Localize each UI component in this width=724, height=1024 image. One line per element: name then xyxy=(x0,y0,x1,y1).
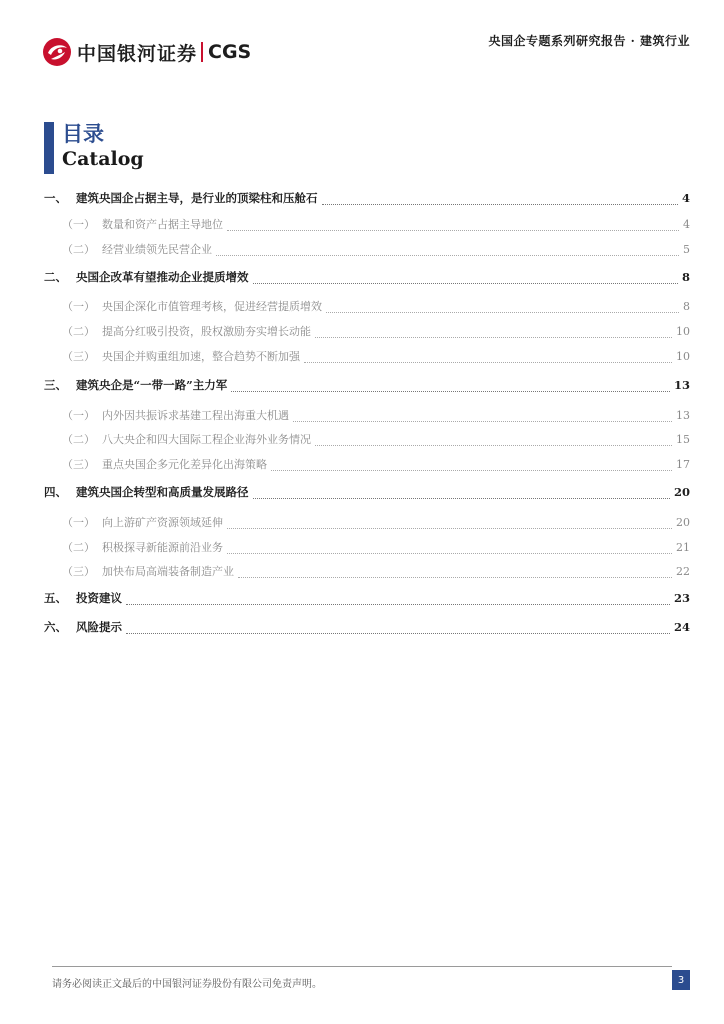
page-header xyxy=(0,0,724,80)
toc-dot-leader xyxy=(126,603,670,605)
toc-entry-number: （一） xyxy=(62,516,95,529)
toc-entry-number: （一） xyxy=(62,300,95,313)
toc-dot-leader xyxy=(326,311,679,313)
toc-entry-label: 八大央企和四大国际工程企业海外业务情况 xyxy=(102,433,311,446)
toc-dot-leader xyxy=(126,632,670,634)
toc-entry-page: 10 xyxy=(676,350,690,363)
toc-heading-en: Catalog xyxy=(62,148,144,170)
toc-entry-label: 经营业绩领先民营企业 xyxy=(102,243,212,256)
toc-entry-page: 20 xyxy=(673,485,690,499)
logo-divider xyxy=(201,42,203,62)
toc-entry[interactable] xyxy=(44,539,690,559)
toc-entry-label: 提高分红吸引投资，股权激励夯实增长动能 xyxy=(102,325,311,338)
toc-entry-number: 二、 xyxy=(44,270,67,284)
toc-dot-leader xyxy=(238,576,672,578)
toc-entry-label: 央国企深化市值管理考核，促进经营提质增效 xyxy=(102,300,322,313)
logo-text-cn: 中国银河证券 xyxy=(77,42,198,65)
toc-entry[interactable] xyxy=(44,514,690,534)
toc-dot-leader xyxy=(227,527,672,529)
toc-entry-page: 20 xyxy=(676,516,690,529)
toc-entry-label: 央国企并购重组加速，整合趋势不断加强 xyxy=(102,350,300,363)
toc-entry-label: 建筑央企是“一带一路”主力军 xyxy=(76,378,228,392)
toc-entry[interactable] xyxy=(44,590,690,610)
logo-text-en: CGS xyxy=(208,41,252,63)
toc-dot-leader xyxy=(322,203,678,205)
toc-entry-number: （二） xyxy=(62,541,95,554)
toc-entry-label: 积极探寻新能源前沿业务 xyxy=(102,541,223,554)
toc-dot-leader xyxy=(216,254,679,256)
toc-entry-label: 投资建议 xyxy=(76,591,122,605)
toc-entry-page: 22 xyxy=(676,565,690,578)
toc-entry-number: 五、 xyxy=(44,591,67,605)
toc-entry-page: 24 xyxy=(673,620,690,634)
footer-disclaimer: 请务必阅读正文最后的中国银河证券股份有限公司免责声明。 xyxy=(52,979,322,990)
toc-entry-number: （三） xyxy=(62,458,95,471)
toc-entry[interactable] xyxy=(44,216,690,236)
toc-entry[interactable] xyxy=(44,484,690,504)
report-title: 央国企专题系列研究报告 · 建筑行业 xyxy=(488,34,690,48)
toc-entry-label: 央国企改革有望推动企业提质增效 xyxy=(76,270,249,284)
toc-entry-label: 重点央国企多元化差异化出海策略 xyxy=(102,458,267,471)
toc-entry-page: 10 xyxy=(676,325,690,338)
toc-entry[interactable] xyxy=(44,323,690,343)
toc-entry[interactable] xyxy=(44,348,690,368)
toc-dot-leader xyxy=(304,361,672,363)
toc-entry[interactable] xyxy=(44,456,690,476)
toc-entry-number: 三、 xyxy=(44,378,67,392)
toc-dot-leader xyxy=(227,229,679,231)
toc-entry[interactable] xyxy=(44,298,690,318)
toc-dot-leader xyxy=(253,497,670,499)
toc-entry-label: 加快布局高端装备制造产业 xyxy=(102,565,234,578)
toc-entry[interactable] xyxy=(44,190,690,210)
toc-entry-page: 21 xyxy=(676,541,690,554)
toc-dot-leader xyxy=(253,282,678,284)
toc-entry-number: （一） xyxy=(62,409,95,422)
toc-entry-label: 建筑央国企占据主导，是行业的顶梁柱和压舱石 xyxy=(76,191,318,205)
toc-entry-page: 8 xyxy=(683,300,690,313)
toc-entry[interactable] xyxy=(44,563,690,583)
toc-entry[interactable] xyxy=(44,377,690,397)
toc-dot-leader xyxy=(315,444,672,446)
toc-dot-leader xyxy=(293,420,672,422)
toc-entry-page: 13 xyxy=(676,409,690,422)
toc-entry[interactable] xyxy=(44,269,690,289)
toc-entry-number: （三） xyxy=(62,350,95,363)
toc-entry-label: 内外因共振诉求基建工程出海重大机遇 xyxy=(102,409,289,422)
toc-entry-number: （二） xyxy=(62,325,95,338)
toc-entry-label: 建筑央国企转型和高质量发展路径 xyxy=(76,485,249,499)
toc-entry-page: 17 xyxy=(676,458,690,471)
toc-entry-page: 15 xyxy=(676,433,690,446)
toc-entry-page: 4 xyxy=(681,191,690,205)
toc-dot-leader xyxy=(271,469,672,471)
heading-accent-bar xyxy=(44,122,54,174)
toc-entry-label: 数量和资产占据主导地位 xyxy=(102,218,223,231)
toc-heading-cn: 目录 xyxy=(62,121,104,146)
toc-entry-page: 13 xyxy=(673,378,690,392)
toc-entry-number: 四、 xyxy=(44,485,67,499)
toc-entry-page: 23 xyxy=(673,591,690,605)
toc-entry-page: 8 xyxy=(681,270,690,284)
toc-entry[interactable] xyxy=(44,407,690,427)
page-number: 3 xyxy=(672,970,690,990)
toc-dot-leader xyxy=(231,390,670,392)
toc-entry-label: 向上游矿产资源领域延伸 xyxy=(102,516,223,529)
toc-entry[interactable] xyxy=(44,431,690,451)
footer-divider xyxy=(52,966,672,967)
cgs-logo xyxy=(42,37,251,67)
galaxy-logo-icon xyxy=(42,37,72,67)
toc-entry-number: （二） xyxy=(62,433,95,446)
toc-entry-number: 六、 xyxy=(44,620,67,634)
toc-entry-number: （二） xyxy=(62,243,95,256)
toc-entry[interactable] xyxy=(44,619,690,639)
page-footer xyxy=(52,966,690,996)
toc-entry-number: （三） xyxy=(62,565,95,578)
toc-entry-number: （一） xyxy=(62,218,95,231)
toc-entry-number: 一、 xyxy=(44,191,67,205)
toc-dot-leader xyxy=(227,552,672,554)
toc-entry[interactable] xyxy=(44,241,690,261)
toc-entry-label: 风险提示 xyxy=(76,620,122,634)
toc-entry-page: 5 xyxy=(683,243,690,256)
toc-entry-page: 4 xyxy=(683,218,690,231)
toc-dot-leader xyxy=(315,336,672,338)
